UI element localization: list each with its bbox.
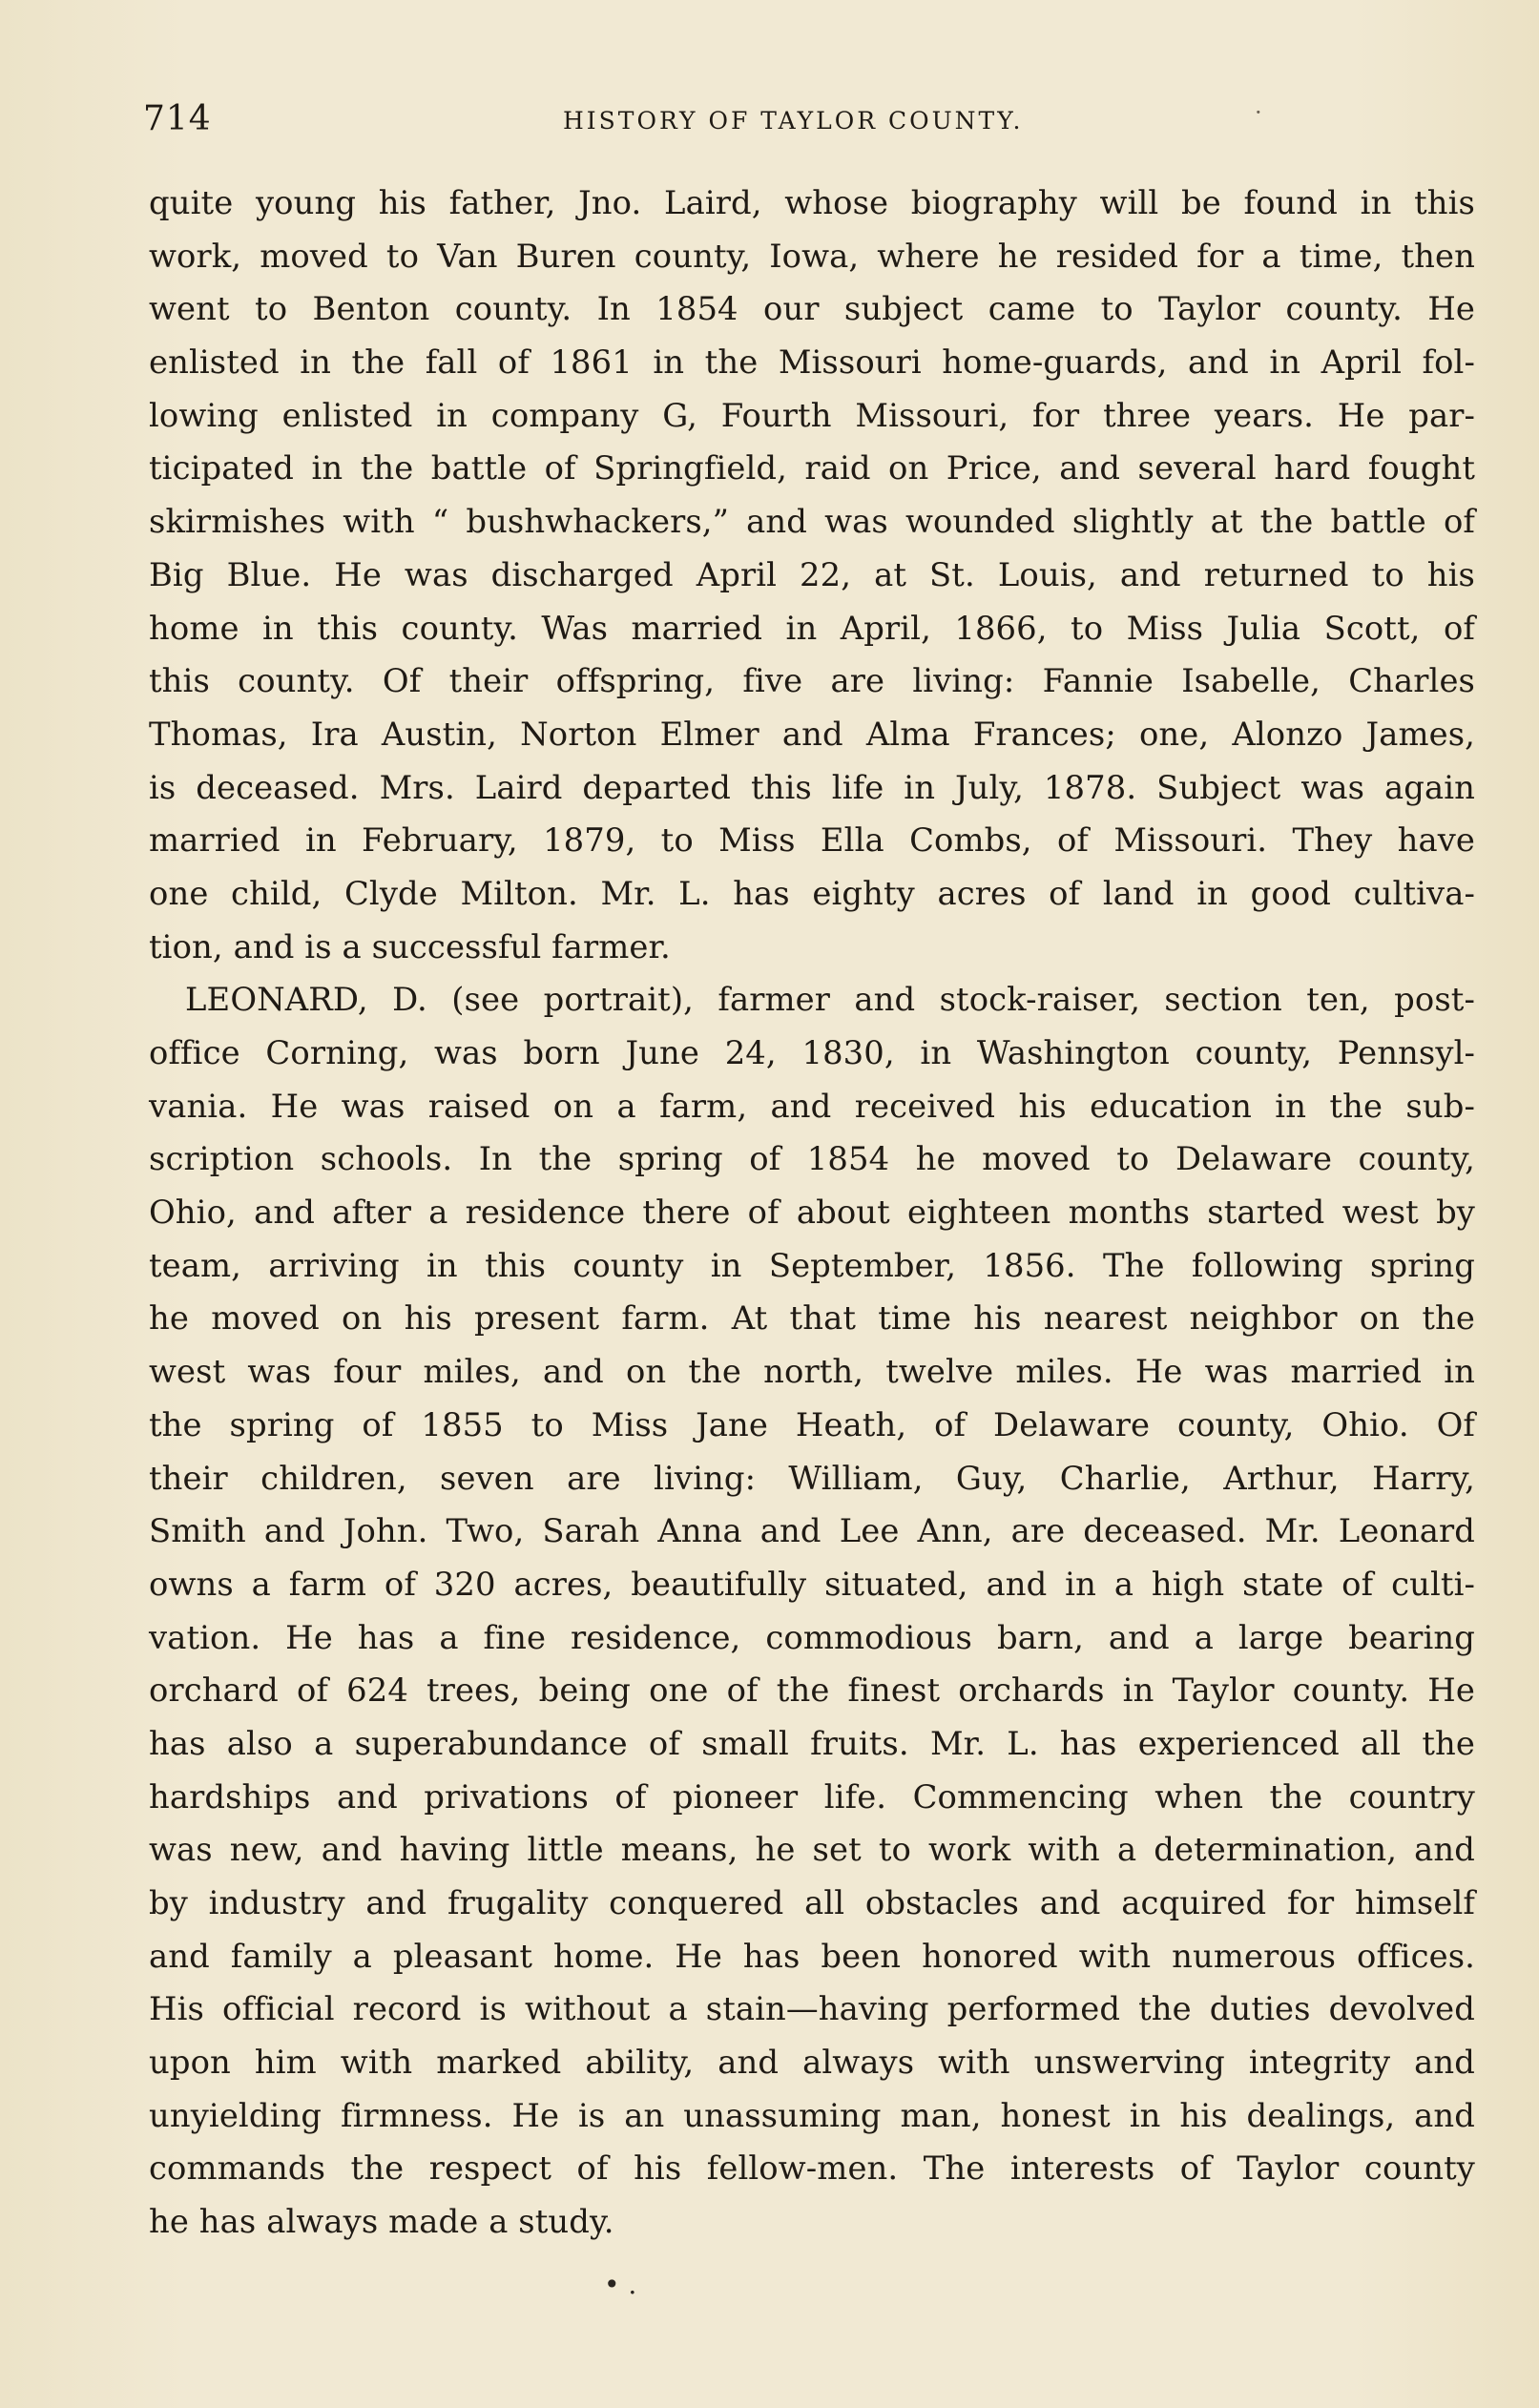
text-line: His official record is without a stain—having performed the duties devolved: [149, 1990, 1475, 2028]
text-line: and family a pleasant home. He has been honored with numerous offices.: [149, 1937, 1475, 1975]
text-line: by industry and frugality conquered all obstacles and acquired for himself: [149, 1884, 1475, 1921]
paragraph-laird: [149, 176, 1475, 973]
paragraph-leonard: [149, 973, 1475, 2249]
text-line: west was four miles, and on the north, twelve miles. He was married in: [149, 1353, 1475, 1391]
text-line: this county. Of their offspring, five are living: Fannie Isabelle, Charles: [149, 662, 1475, 700]
text-line: unyielding firmness. He is an unassuming man, honest in his dealings, and: [149, 2096, 1475, 2134]
text-line: ticipated in the battle of Springfield, raid on Price, and several hard fought: [149, 449, 1475, 488]
text-line: LEONARD, D. (see portrait), farmer and stock-raiser, section ten, post-: [185, 981, 1475, 1019]
text-line: their children, seven are living: William, Guy, Charlie, Arthur, Harry,: [149, 1459, 1475, 1497]
text-line: is deceased. Mrs. Laird departed this life in July, 1878. Subject was again: [149, 768, 1475, 806]
text-line: quite young his father, Jno. Laird, whose biography will be found in this: [149, 184, 1475, 221]
text-line: Thomas, Ira Austin, Norton Elmer and Alma Frances; one, Alonzo James,: [149, 715, 1475, 753]
running-head: HISTORY OF TAYLOR COUNTY.: [563, 107, 1024, 135]
text-line: scription schools. In the spring of 1854 he moved to Delaware county,: [149, 1140, 1475, 1178]
header-dot-mark: ·: [1255, 99, 1262, 126]
text-line: one child, Clyde Milton. Mr. L. has eighty acres of land in good cultiva-: [149, 874, 1475, 912]
text-line: owns a farm of 320 acres, beautifully situated, and in a high state of culti-: [149, 1565, 1475, 1603]
text-line: home in this county. Was married in April, 1866, to Miss Julia Scott, of: [149, 609, 1475, 647]
text-line: Smith and John. Two, Sarah Anna and Lee Ann, are deceased. Mr. Leonard: [149, 1512, 1475, 1550]
text-line: hardships and privations of pioneer life. Commencing when the country: [149, 1777, 1475, 1816]
text-line: vation. He has a fine residence, commodious barn, and a large bearing: [149, 1618, 1475, 1656]
text-line: orchard of 624 trees, being one of the finest orchards in Taylor county. He: [149, 1671, 1475, 1710]
text-line: commands the respect of his fellow-men. The interests of Taylor county: [149, 2149, 1475, 2188]
text-line: the spring of 1855 to Miss Jane Heath, of Delaware county, Ohio. Of: [149, 1405, 1475, 1443]
text-line: he moved on his present farm. At that time his nearest neighbor on the: [149, 1299, 1475, 1338]
footer-mark: • .: [604, 2269, 637, 2300]
text-line: work, moved to Van Buren county, Iowa, where he resided for a time, then: [149, 237, 1475, 275]
text-line: he has always made a study.: [149, 2203, 614, 2241]
text-line: Big Blue. He was discharged April 22, at St. Louis, and returned to his: [149, 555, 1475, 593]
text-line: skirmishes with “ bushwhackers,” and was wounded slightly at the battle of: [149, 503, 1475, 541]
text-line: has also a superabundance of small fruits. Mr. L. has experienced all the: [149, 1724, 1475, 1762]
text-line: lowing enlisted in company G, Fourth Missouri, for three years. He par-: [149, 396, 1475, 434]
text-line: went to Benton county. In 1854 our subject came to Taylor county. He: [149, 290, 1475, 328]
text-line: team, arriving in this county in September, 1856. The following spring: [149, 1246, 1475, 1284]
page-header: [143, 99, 1488, 137]
page-body: [149, 176, 1475, 2249]
text-line: enlisted in the fall of 1861 in the Missouri home-guards, and in April fol-: [149, 343, 1475, 382]
text-line: office Corning, was born June 24, 1830, in Washington county, Pennsyl-: [149, 1034, 1475, 1071]
text-line: was new, and having little means, he set to work with a determination, and: [149, 1831, 1475, 1869]
text-line: vania. He was raised on a farm, and received his education in the sub-: [149, 1087, 1475, 1125]
text-line: Ohio, and after a residence there of about eighteen months started west by: [149, 1194, 1475, 1232]
text-line: upon him with marked ability, and always with unswerving integrity and: [149, 2044, 1475, 2082]
text-line: married in February, 1879, to Miss Ella Combs, of Missouri. They have: [149, 821, 1475, 860]
text-line: tion, and is a successful farmer.: [149, 927, 671, 965]
page-number: 714: [143, 99, 212, 138]
